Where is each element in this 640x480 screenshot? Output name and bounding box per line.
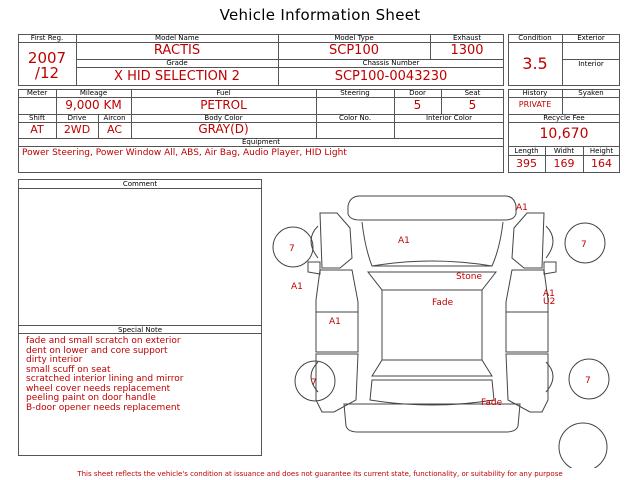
drive-value: 2WD <box>63 123 91 136</box>
shift-label: Shift <box>29 114 45 122</box>
equipment-label: Equipment <box>242 138 280 146</box>
mark-rear-bumper: Fade <box>481 398 503 408</box>
special-note-item: wheel cover needs replacement <box>26 383 171 394</box>
mark-front-bumper: A1 <box>516 203 528 213</box>
first-reg-year: 2007 <box>27 49 67 67</box>
condition-grade: 3.5 <box>522 54 548 73</box>
special-notes-list <box>26 337 258 413</box>
disclaimer-footer: This sheet reflects the vehicle's condition at issuance and does not guarantee its current state, functionality, or suitability for any purpose <box>77 470 563 478</box>
special-note-item: small scuff on seat <box>26 364 111 375</box>
mark-wheel-rl: 7 <box>311 378 317 388</box>
height-value: 164 <box>591 157 612 170</box>
mark-roof: Fade <box>432 298 454 308</box>
meter-label: Meter <box>26 89 48 97</box>
exhaust-label: Exhaust <box>452 34 482 42</box>
comment-box <box>18 179 262 456</box>
sheet-title: Vehicle Information Sheet <box>219 6 421 24</box>
mark-left-front: A1 <box>291 282 303 292</box>
grade-label: Grade <box>166 59 188 67</box>
interior-label: Interior <box>578 60 604 68</box>
drive-label: Drive <box>67 114 87 122</box>
special-note-item: fade and small scratch on exterior <box>26 336 181 346</box>
exterior-label: Exterior <box>577 34 605 42</box>
color-no-label: Color No. <box>338 114 372 122</box>
fuel-value: PETROL <box>200 98 247 112</box>
car-damage-diagram <box>268 180 620 468</box>
mark-right-rear-2: U2 <box>543 297 556 307</box>
special-note-item: scratched interior lining and mirror <box>26 374 184 384</box>
door-value: 5 <box>413 98 422 112</box>
recycle-fee-label: Recycle Fee <box>543 114 585 122</box>
shift-value: AT <box>30 123 44 136</box>
model-type-value: SCP100 <box>329 43 379 58</box>
spare-tire-circle <box>559 423 607 468</box>
condition-label: Condition <box>518 34 552 42</box>
special-note-item: peeling paint on door handle <box>26 393 156 403</box>
interior-color-label: Interior Color <box>425 114 473 122</box>
mark-wheel-fl: 7 <box>289 244 295 254</box>
seat-value: 5 <box>468 98 477 112</box>
height-label: Height <box>589 147 614 155</box>
history-value: PRIVATE <box>518 100 552 109</box>
model-name-label: Model Name <box>155 34 199 42</box>
mileage-label: Mileage <box>79 89 108 97</box>
steering-label: Steering <box>340 89 370 97</box>
first-reg-label: First Reg. <box>30 34 64 42</box>
width-value: 169 <box>553 157 575 170</box>
door-label: Door <box>409 89 426 97</box>
model-type-label: Model Type <box>334 34 374 42</box>
fuel-label: Fuel <box>216 89 231 97</box>
aircon-value: AC <box>106 123 122 136</box>
chassis-number-value: SCP100-0043230 <box>334 69 448 84</box>
seat-label: Seat <box>464 89 481 97</box>
mark-wheel-fr: 7 <box>581 240 587 250</box>
exhaust-value: 1300 <box>450 43 484 58</box>
recycle-fee-value: 10,670 <box>539 126 589 142</box>
body-color-value: GRAY(D) <box>198 122 249 136</box>
history-label: History <box>522 89 548 97</box>
mark-hood: A1 <box>398 236 410 246</box>
width-label: Widht <box>553 147 575 155</box>
equipment-value: Power Steering, Power Window All, ABS, Air Bag, Audio Player, HID Light <box>22 148 347 158</box>
body-color-label: Body Color <box>204 114 243 122</box>
chassis-number-label: Chassis Number <box>362 59 420 67</box>
model-name-value: RACTIS <box>153 43 201 58</box>
length-value: 395 <box>516 157 537 170</box>
mark-right-rear: A1 <box>543 289 555 299</box>
grade-value: X HID SELECTION 2 <box>114 69 240 84</box>
special-note-item: dirty interior <box>26 355 83 365</box>
mileage-value: 9,000 KM <box>65 98 122 112</box>
special-note-item: dent on lower and core support <box>26 345 168 356</box>
mark-left-rear-door: A1 <box>329 317 341 327</box>
first-reg-month: /12 <box>34 64 60 82</box>
comment-label: Comment <box>122 180 158 188</box>
syaken-label: Syaken <box>578 89 604 97</box>
aircon-label: Aircon <box>103 114 126 122</box>
mark-wheel-rr: 7 <box>585 376 591 386</box>
mark-right-side: Stone <box>456 272 482 282</box>
length-label: Length <box>514 147 539 155</box>
special-note-item: B-door opener needs replacement <box>26 402 181 413</box>
special-note-label: Special Note <box>117 326 163 334</box>
